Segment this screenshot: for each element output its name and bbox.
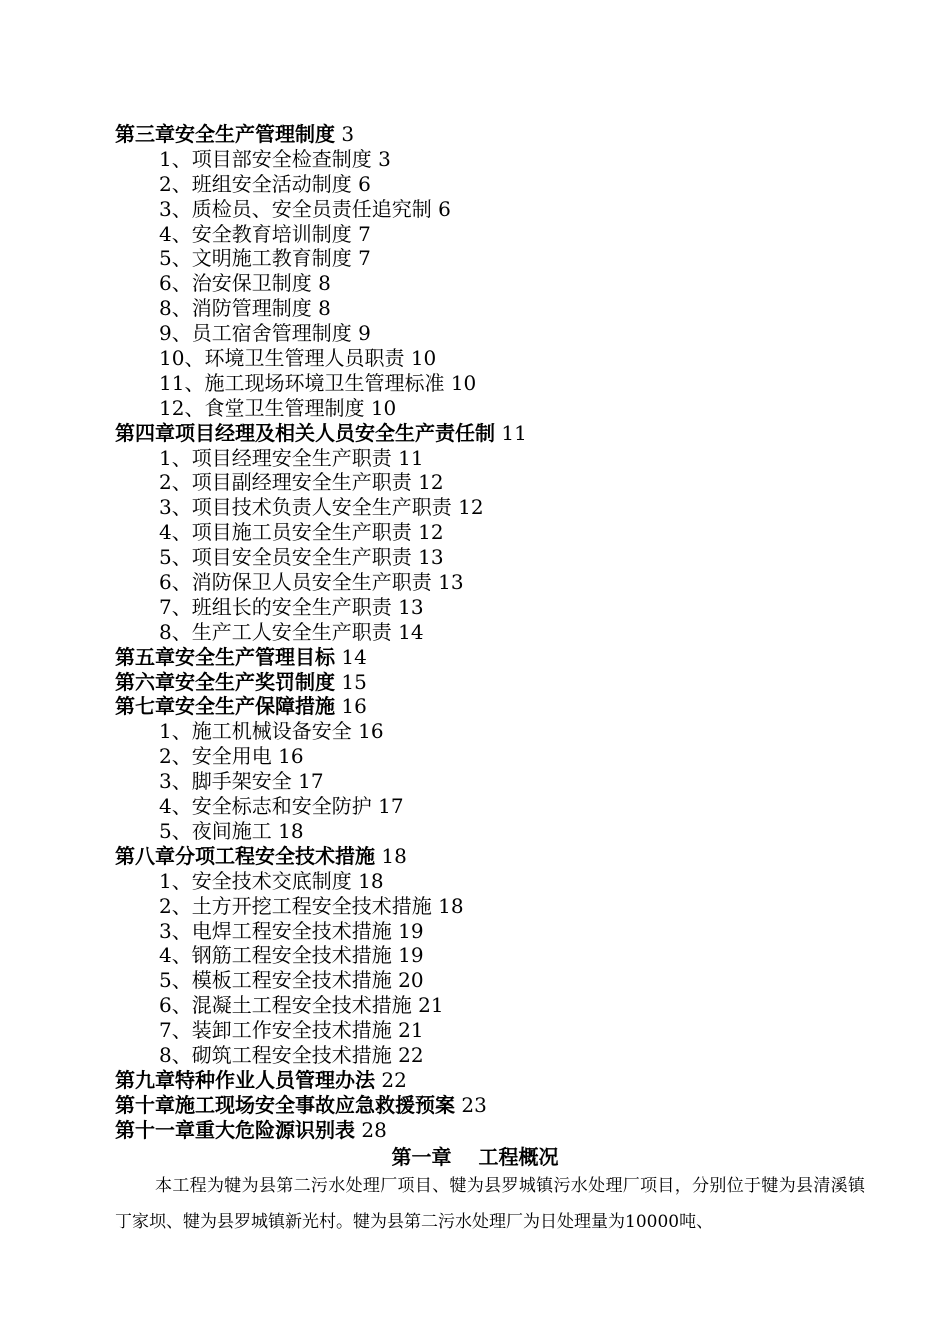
toc-item[interactable] xyxy=(115,321,875,346)
toc-page-number: 16 xyxy=(278,744,304,769)
toc-item[interactable] xyxy=(115,819,875,844)
toc-entry-title: 2、土方开挖工程安全技术措施 xyxy=(159,893,432,918)
toc-page-number: 21 xyxy=(418,993,444,1018)
toc-item[interactable] xyxy=(115,495,875,520)
toc-entry-title: 2、项目副经理安全生产职责 xyxy=(159,470,412,495)
toc-entry-title: 第九章特种作业人员管理办法 xyxy=(115,1067,375,1092)
toc-page-number: 15 xyxy=(341,669,367,694)
toc-item[interactable] xyxy=(115,1018,875,1043)
toc-chapter[interactable] xyxy=(115,694,875,719)
toc-item[interactable] xyxy=(115,943,875,968)
toc-item[interactable] xyxy=(115,719,875,744)
toc-item[interactable] xyxy=(115,620,875,645)
toc-item[interactable] xyxy=(115,346,875,371)
toc-page-number: 9 xyxy=(358,321,371,346)
toc-entry-title: 10、环境卫生管理人员职责 xyxy=(159,346,405,371)
toc-entry-title: 4、安全教育培训制度 xyxy=(159,221,352,246)
toc-entry-title: 4、项目施工员安全生产职责 xyxy=(159,520,412,545)
toc-item[interactable] xyxy=(115,744,875,769)
table-of-contents xyxy=(115,122,875,1143)
toc-entry-title: 12、食堂卫生管理制度 xyxy=(159,395,365,420)
toc-item[interactable] xyxy=(115,147,875,172)
toc-entry-title: 6、治安保卫制度 xyxy=(159,271,312,296)
toc-page-number: 22 xyxy=(381,1067,407,1092)
toc-entry-title: 7、班组长的安全生产职责 xyxy=(159,594,392,619)
toc-page-number: 6 xyxy=(358,171,371,196)
toc-item[interactable] xyxy=(115,246,875,271)
toc-item[interactable] xyxy=(115,1043,875,1068)
toc-page-number: 16 xyxy=(358,719,384,744)
toc-entry-title: 2、安全用电 xyxy=(159,744,272,769)
toc-entry-title: 5、文明施工教育制度 xyxy=(159,246,352,271)
toc-page-number: 13 xyxy=(438,570,464,595)
toc-item[interactable] xyxy=(115,794,875,819)
toc-page-number: 17 xyxy=(378,794,404,819)
toc-page-number: 10 xyxy=(450,370,477,395)
toc-entry-title: 4、安全标志和安全防护 xyxy=(159,794,372,819)
chapter-heading: 第一章 工程概况 xyxy=(391,1145,559,1169)
toc-page-number: 19 xyxy=(398,918,424,943)
toc-page-number: 14 xyxy=(341,644,367,669)
toc-entry-title: 第五章安全生产管理目标 xyxy=(115,644,335,669)
toc-page-number: 12 xyxy=(418,520,444,545)
toc-item[interactable] xyxy=(115,271,875,296)
toc-item[interactable] xyxy=(115,296,875,321)
toc-page-number: 13 xyxy=(398,594,424,619)
toc-page-number: 12 xyxy=(418,470,444,495)
toc-item[interactable] xyxy=(115,595,875,620)
toc-entry-title: 9、员工宿舍管理制度 xyxy=(159,321,352,346)
toc-page-number: 8 xyxy=(318,271,331,296)
toc-entry-title: 第七章安全生产保障措施 xyxy=(115,694,335,719)
toc-item[interactable] xyxy=(115,520,875,545)
toc-page-number: 21 xyxy=(398,1018,424,1043)
toc-entry-title: 4、钢筋工程安全技术措施 xyxy=(159,943,392,968)
toc-entry-title: 1、项目部安全检查制度 xyxy=(159,146,372,171)
toc-entry-title: 2、班组安全活动制度 xyxy=(159,171,352,196)
toc-chapter[interactable] xyxy=(115,1118,875,1143)
toc-item[interactable] xyxy=(115,545,875,570)
toc-item[interactable] xyxy=(115,371,875,396)
toc-page-number: 17 xyxy=(298,769,324,794)
toc-item[interactable] xyxy=(115,396,875,421)
toc-entry-title: 8、砌筑工程安全技术措施 xyxy=(159,1042,392,1067)
toc-item[interactable] xyxy=(115,894,875,919)
toc-page-number: 3 xyxy=(378,146,391,171)
toc-page-number: 18 xyxy=(358,868,384,893)
toc-chapter[interactable] xyxy=(115,645,875,670)
toc-chapter[interactable] xyxy=(115,844,875,869)
toc-page-number: 7 xyxy=(358,246,371,271)
toc-page-number: 8 xyxy=(318,296,331,321)
toc-entry-title: 1、项目经理安全生产职责 xyxy=(159,445,392,470)
body-paragraph: 本工程为犍为县第二污水处理厂项目、犍为县罗城镇污水处理厂项目，分别位于犍为县清溪镇丁家坝、犍为县罗城镇新光村。犍为县第二污水处理厂为日处理量为10000吨、 xyxy=(115,1176,865,1232)
toc-page-number: 11 xyxy=(501,420,527,445)
toc-page-number: 18 xyxy=(278,818,304,843)
toc-entry-title: 11、施工现场环境卫生管理标准 xyxy=(159,370,445,395)
toc-entry-title: 3、质检员、安全员责任追究制 xyxy=(159,196,432,221)
toc-entry-title: 6、消防保卫人员安全生产职责 xyxy=(159,570,432,595)
toc-entry-title: 第四章项目经理及相关人员安全生产责任制 xyxy=(115,420,495,445)
toc-page-number: 18 xyxy=(381,843,407,868)
toc-page-number: 28 xyxy=(361,1117,387,1142)
toc-entry-title: 1、施工机械设备安全 xyxy=(159,719,352,744)
toc-entry-title: 第十一章重大危险源识别表 xyxy=(115,1117,355,1142)
toc-entry-title: 3、项目技术负责人安全生产职责 xyxy=(159,495,452,520)
toc-item[interactable] xyxy=(115,172,875,197)
toc-item[interactable] xyxy=(115,968,875,993)
toc-entry-title: 8、生产工人安全生产职责 xyxy=(159,619,392,644)
toc-item[interactable] xyxy=(115,470,875,495)
toc-item[interactable] xyxy=(115,222,875,247)
toc-page-number: 19 xyxy=(398,943,424,968)
toc-chapter[interactable] xyxy=(115,670,875,695)
toc-chapter[interactable] xyxy=(115,421,875,446)
toc-item[interactable] xyxy=(115,197,875,222)
toc-page-number: 11 xyxy=(398,445,424,470)
toc-page-number: 12 xyxy=(458,495,484,520)
toc-page-number: 23 xyxy=(461,1092,487,1117)
toc-item[interactable] xyxy=(115,919,875,944)
toc-page-number: 18 xyxy=(438,893,464,918)
toc-entry-title: 5、模板工程安全技术措施 xyxy=(159,968,392,993)
toc-page-number: 22 xyxy=(398,1042,424,1067)
toc-chapter[interactable] xyxy=(115,1068,875,1093)
toc-entry-title: 3、脚手架安全 xyxy=(159,769,292,794)
toc-chapter[interactable] xyxy=(115,1093,875,1118)
toc-item[interactable] xyxy=(115,570,875,595)
toc-entry-title: 第十章施工现场安全事故应急救援预案 xyxy=(115,1092,455,1117)
toc-entry-title: 第六章安全生产奖罚制度 xyxy=(115,669,335,694)
toc-item[interactable] xyxy=(115,446,875,471)
toc-page-number: 6 xyxy=(438,196,451,221)
toc-page-number: 10 xyxy=(370,395,397,420)
toc-item[interactable] xyxy=(115,769,875,794)
toc-page-number: 14 xyxy=(398,619,424,644)
toc-page-number: 20 xyxy=(398,968,424,993)
toc-item[interactable] xyxy=(115,869,875,894)
toc-page-number: 16 xyxy=(341,694,367,719)
toc-entry-title: 7、装卸工作安全技术措施 xyxy=(159,1018,392,1043)
toc-item[interactable] xyxy=(115,993,875,1018)
toc-entry-title: 8、消防管理制度 xyxy=(159,296,312,321)
toc-page-number: 3 xyxy=(341,122,355,146)
toc-entry-title: 5、夜间施工 xyxy=(159,818,272,843)
toc-entry-title: 6、混凝土工程安全技术措施 xyxy=(159,993,412,1018)
toc-chapter[interactable] xyxy=(115,122,875,147)
toc-entry-title: 3、电焊工程安全技术措施 xyxy=(159,918,392,943)
toc-entry-title: 第八章分项工程安全技术措施 xyxy=(115,843,375,868)
toc-entry-title: 1、安全技术交底制度 xyxy=(159,868,352,893)
toc-entry-title: 5、项目安全员安全生产职责 xyxy=(159,545,412,570)
toc-page-number: 7 xyxy=(358,221,371,246)
toc-page-number: 10 xyxy=(410,346,437,371)
toc-page-number: 13 xyxy=(418,545,444,570)
toc-entry-title: 第三章安全生产管理制度 xyxy=(115,122,335,146)
